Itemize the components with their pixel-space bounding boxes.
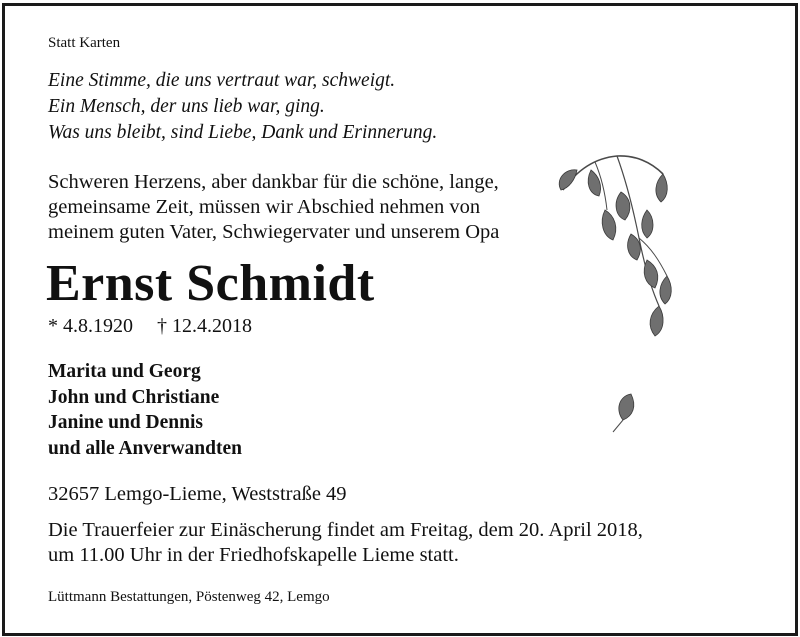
birch-branch-leaves-icon — [555, 148, 715, 453]
mourner-3: Janine und Dennis — [48, 412, 203, 433]
deceased-name: Ernst Schmidt — [46, 255, 375, 312]
ceremony-line-1: Die Trauerfeier zur Einäscherung findet am Freitag, dem 20. April 2018, — [48, 519, 643, 541]
mourner-1: Marita und Georg — [48, 361, 201, 382]
family-address: 32657 Lemgo-Lieme, Weststraße 49 — [48, 483, 347, 505]
intro-line-1: Schweren Herzens, aber dankbar für die schöne, lange, — [48, 171, 499, 193]
verse-line-2: Ein Mensch, der uns lieb war, ging. — [48, 96, 325, 117]
intro-line-2: gemeinsame Zeit, müssen wir Abschied nehmen von — [48, 196, 481, 218]
verse-line-1: Eine Stimme, die uns vertraut war, schweigt. — [48, 70, 396, 91]
mourners-list — [48, 359, 242, 461]
death-date: † 12.4.2018 — [157, 315, 252, 337]
intro-line-3: meinem guten Vater, Schwiegervater und unserem Opa — [48, 221, 500, 243]
mourner-2: John und Christiane — [48, 386, 220, 408]
verse-line-3: Was uns bleibt, sind Liebe, Dank und Erinnerung. — [48, 122, 438, 143]
ceremony-line-2: um 11.00 Uhr in der Friedhofskapelle Lieme statt. — [48, 544, 459, 566]
notice-header-label: Statt Karten — [48, 35, 121, 51]
funeral-home-footer: Lüttmann Bestattungen, Pöstenweg 42, Lemgo — [48, 589, 330, 605]
birth-date: * 4.8.1920 — [48, 315, 133, 337]
mourner-4: und alle Anverwandten — [48, 437, 242, 459]
